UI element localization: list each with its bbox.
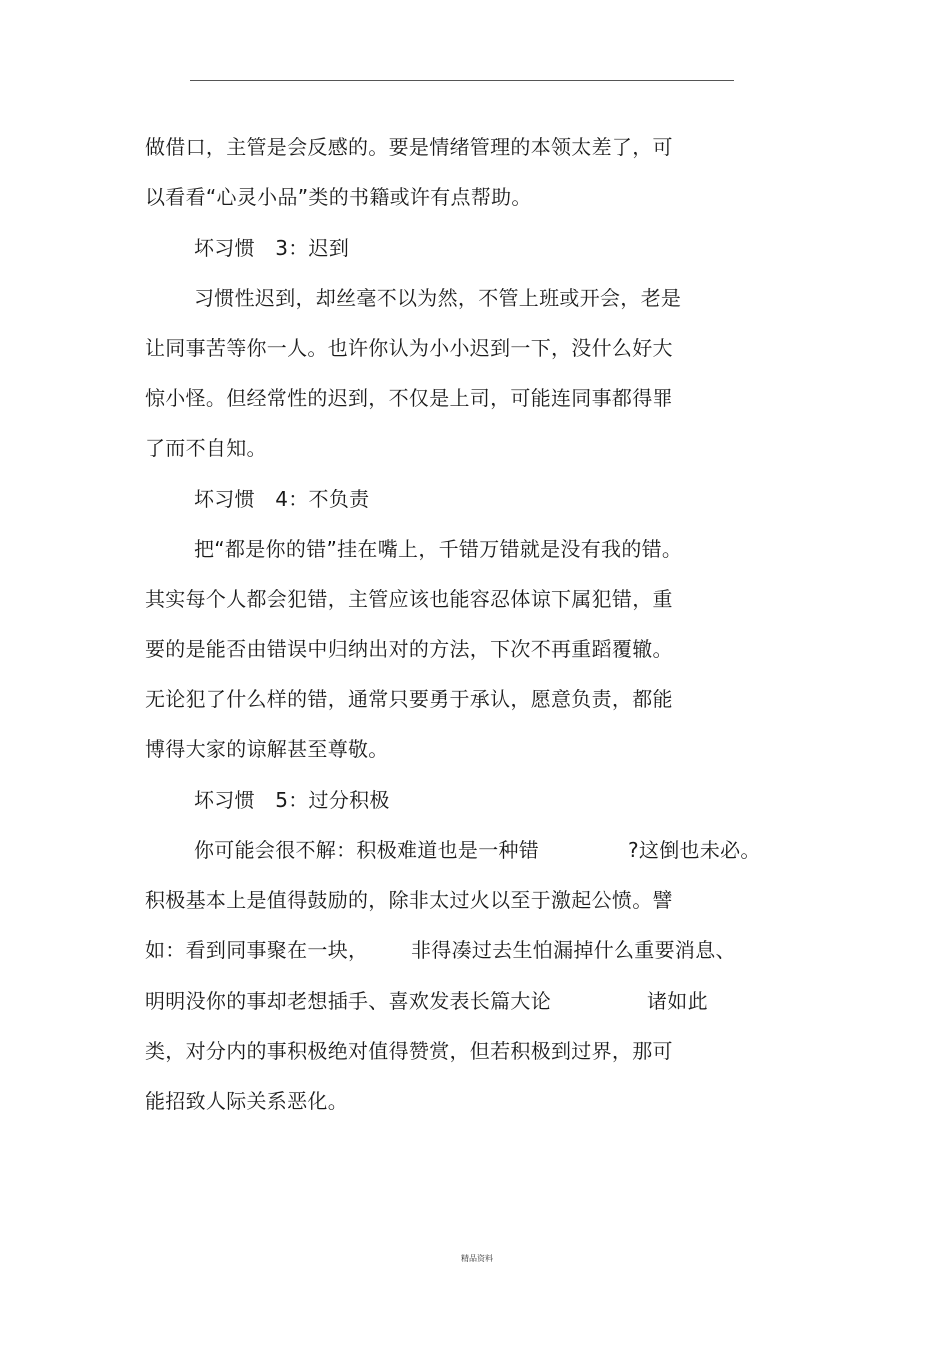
section-heading-habit-3: 坏习惯 3：迟到 bbox=[194, 236, 350, 260]
text-line: 要的是能否由错误中归纳出对的方法，下次不再重蹈覆辙。 bbox=[145, 637, 673, 661]
text-line: 积极基本上是值得鼓励的，除非太过火以至于激起公愤。譬 bbox=[145, 888, 673, 912]
text-line: 其实每个人都会犯错，主管应该也能容忍体谅下属犯错，重 bbox=[145, 587, 673, 611]
page-footer: 精品资料 bbox=[461, 1254, 493, 1263]
text-segment: ?这倒也未必。 bbox=[628, 838, 761, 862]
text-line: 做借口，主管是会反感的。要是情绪管理的本领太差了，可 bbox=[145, 135, 673, 159]
text-line: 了而不自知。 bbox=[145, 436, 267, 460]
text-line: 习惯性迟到，却丝毫不以为然，不管上班或开会，老是 bbox=[194, 286, 682, 310]
text-segment: 明明没你的事却老想插手、喜欢发表长篇大论 bbox=[145, 989, 551, 1013]
text-segment: 你可能会很不解：积极难道也是一种错 bbox=[194, 838, 540, 862]
text-segment: 如：看到同事聚在一块， bbox=[145, 938, 369, 962]
header-rule bbox=[190, 80, 734, 81]
text-line: 类，对分内的事积极绝对值得赞赏，但若积极到过界，那可 bbox=[145, 1039, 673, 1063]
section-heading-habit-5: 坏习惯 5：过分积极 bbox=[194, 788, 390, 812]
text-line: 能招致人际关系恶化。 bbox=[145, 1089, 348, 1113]
text-segment: 非得凑过去生怕漏掉什么重要消息、 bbox=[411, 938, 736, 962]
text-line: 博得大家的谅解甚至尊敬。 bbox=[145, 737, 389, 761]
text-line: 把“都是你的错”挂在嘴上，千错万错就是没有我的错。 bbox=[194, 537, 683, 561]
text-line: 无论犯了什么样的错，通常只要勇于承认，愿意负责，都能 bbox=[145, 687, 673, 711]
text-line: 让同事苦等你一人。也许你认为小小迟到一下，没什么好大 bbox=[145, 336, 673, 360]
text-segment: 诸如此 bbox=[647, 989, 708, 1013]
section-heading-habit-4: 坏习惯 4：不负责 bbox=[194, 487, 370, 511]
text-line: 惊小怪。但经常性的迟到，不仅是上司，可能连同事都得罪 bbox=[145, 386, 673, 410]
text-line: 以看看“心灵小品”类的书籍或许有点帮助。 bbox=[145, 185, 532, 209]
